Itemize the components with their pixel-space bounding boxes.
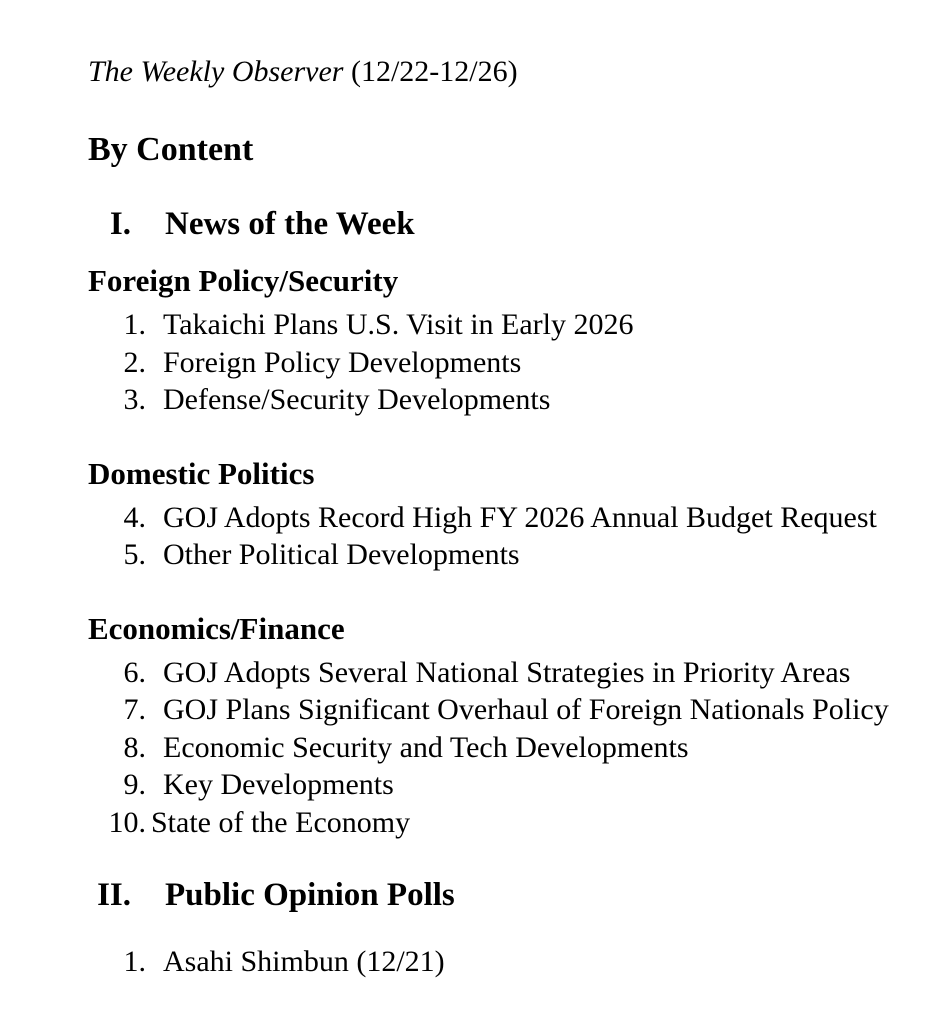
toc-item-list — [88, 943, 889, 981]
toc-item-number: 3. — [123, 383, 146, 416]
toc-group — [88, 943, 889, 981]
toc-item-number: 8. — [123, 730, 146, 764]
toc-item — [88, 766, 889, 804]
toc-item-text: GOJ Adopts Record High FY 2026 Annual Budget Request — [163, 500, 877, 534]
toc-section — [88, 875, 889, 981]
toc-item-text: Economic Security and Tech Developments — [163, 730, 689, 764]
toc-item-number: 5. — [123, 538, 146, 571]
section-heading — [88, 204, 889, 244]
toc-item — [88, 943, 889, 981]
toc-item-text: Asahi Shimbun (12/21) — [163, 945, 445, 978]
toc-item-number: 4. — [123, 500, 146, 534]
toc-item — [88, 499, 889, 537]
group-heading: Domestic Politics — [88, 455, 315, 491]
toc-item-number: 10. — [108, 805, 146, 839]
toc-item-list — [88, 499, 889, 574]
toc-item-number: 1. — [123, 945, 146, 978]
toc-item-number: 2. — [123, 345, 146, 379]
section-title: News of the Week — [165, 206, 415, 242]
document-title — [88, 54, 889, 90]
toc-item — [88, 381, 889, 419]
toc-item-text: State of the Economy — [151, 805, 411, 839]
toc-item-text: GOJ Plans Significant Overhaul of Foreign Nationals Policy — [163, 693, 889, 726]
section-numeral: I. — [109, 206, 131, 242]
toc-item — [88, 804, 889, 842]
group-heading: Foreign Policy/Security — [88, 263, 399, 298]
toc-item-text: Other Political Developments — [163, 538, 520, 571]
toc-item — [88, 536, 889, 574]
toc-item-text: Defense/Security Developments — [163, 383, 551, 416]
toc-group — [88, 610, 889, 842]
by-content-heading: By Content — [88, 131, 254, 168]
section-heading — [88, 875, 889, 915]
toc-item — [88, 344, 889, 382]
toc-item — [88, 654, 889, 692]
group-heading: Economics/Finance — [88, 610, 345, 646]
section-numeral: II. — [97, 877, 131, 913]
toc-item-number: 6. — [123, 655, 146, 689]
toc-item-list — [88, 654, 889, 842]
toc-item-text: Takaichi Plans U.S. Visit in Early 2026 — [163, 308, 634, 341]
section-title: Public Opinion Polls — [165, 877, 455, 913]
toc-item-number: 7. — [123, 693, 146, 726]
document-title-daterange: (12/22-12/26) — [343, 55, 518, 88]
toc-item — [88, 691, 889, 729]
toc-item — [88, 306, 889, 344]
toc-item-list — [88, 306, 889, 419]
toc-sections — [88, 204, 889, 981]
toc-item-text: Key Developments — [163, 768, 394, 801]
document-title-name: The Weekly Observer — [88, 55, 344, 88]
toc-item — [88, 729, 889, 767]
toc-group — [88, 262, 889, 419]
toc-item-text: Foreign Policy Developments — [163, 345, 522, 379]
toc-item-text: GOJ Adopts Several National Strategies in Priority Areas — [163, 655, 851, 689]
toc-section — [88, 204, 889, 841]
toc-group — [88, 455, 889, 574]
toc-item-number: 1. — [123, 308, 146, 341]
toc-item-number: 9. — [123, 768, 146, 801]
